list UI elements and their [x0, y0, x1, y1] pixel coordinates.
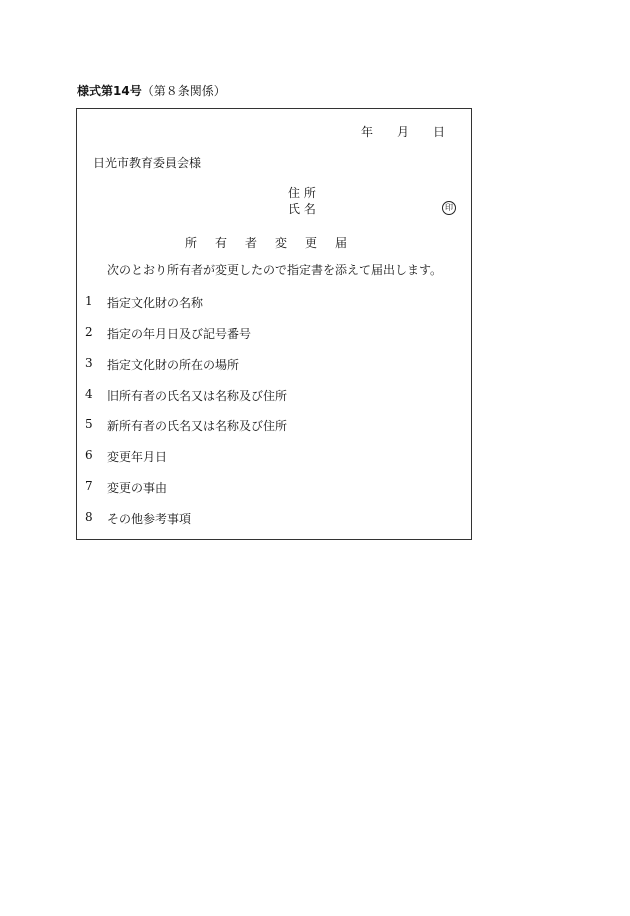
intro-text: 次のとおり所有者が変更したので指定書を添えて届出します。	[107, 263, 443, 277]
form-box	[76, 108, 472, 540]
item-number: 4	[85, 387, 93, 401]
item-label: 変更年月日	[107, 450, 168, 464]
item-label: その他参考事項	[107, 512, 192, 526]
date-month-label: 月	[397, 125, 410, 139]
item-label: 新所有者の氏名又は名称及び住所	[107, 419, 288, 433]
item-number: 3	[85, 356, 93, 370]
form-number: 様式第14号	[77, 84, 142, 98]
item-number: 2	[85, 325, 93, 339]
seal-icon: 印	[442, 201, 456, 215]
item-number: 1	[85, 294, 93, 308]
item-number: 8	[85, 510, 93, 524]
item-number: 5	[85, 417, 93, 431]
item-number: 7	[85, 479, 93, 493]
address-label: 住 所	[288, 186, 316, 200]
item-label: 指定文化財の名称	[107, 296, 204, 310]
date-day-label: 日	[433, 125, 446, 139]
form-title	[77, 82, 226, 99]
date-year-label: 年	[361, 125, 374, 139]
name-label: 氏 名	[288, 202, 316, 216]
addressee: 日光市教育委員会様	[93, 156, 202, 170]
item-label: 旧所有者の氏名又は名称及び住所	[107, 389, 288, 403]
item-label: 指定の年月日及び記号番号	[107, 327, 252, 341]
document-heading: 所有者変更届	[185, 236, 366, 250]
item-label: 指定文化財の所在の場所	[107, 358, 240, 372]
form-article-reference: （第８条関係）	[141, 84, 226, 98]
item-number: 6	[85, 448, 93, 462]
item-label: 変更の事由	[107, 481, 168, 495]
